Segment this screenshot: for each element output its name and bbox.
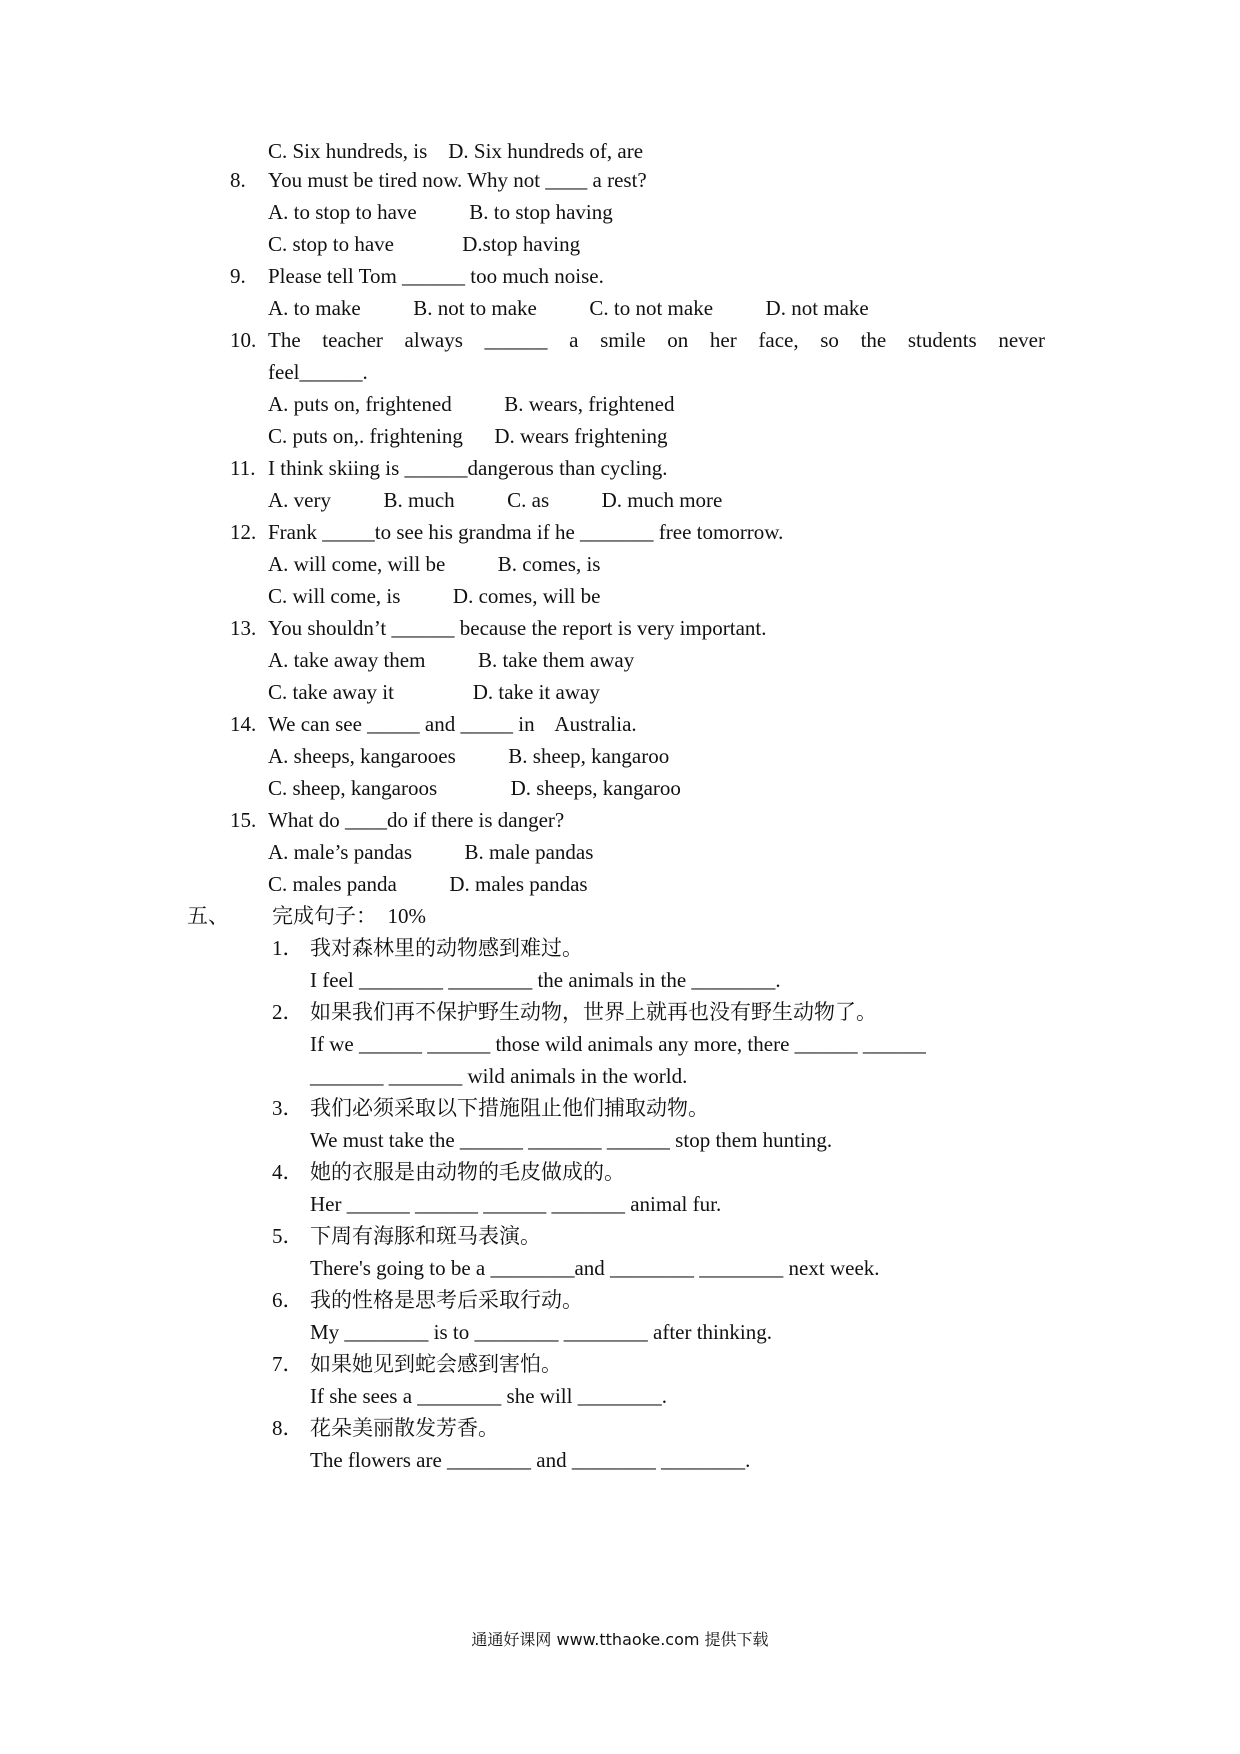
q10-text-line1: The teacher always ______ a smile on her face, so the students never xyxy=(268,328,1045,352)
s5-item5-english: There's going to be a ________and ________ ________ next week. xyxy=(310,1256,880,1280)
section-5-label: 五、 xyxy=(187,904,229,928)
s5-item2-chinese: 如果我们再不保护野生动物，世界上就再也没有野生动物了。 xyxy=(310,1000,877,1024)
q11-options: A. very B. much C. as D. much more xyxy=(268,488,723,512)
s5-item2-english: If we ______ ______ those wild animals any more, there ______ ______ xyxy=(310,1032,926,1056)
s5-item5-chinese: 下周有海豚和斑马表演。 xyxy=(310,1224,541,1248)
q11-text: I think skiing is ______dangerous than cycling. xyxy=(268,456,668,480)
s5-item4-english: Her ______ ______ ______ _______ animal fur. xyxy=(310,1192,722,1216)
q8-number: 8. xyxy=(230,168,246,192)
q7-options-cd: C. Six hundreds, is D. Six hundreds of, are xyxy=(268,139,644,163)
q9-text: Please tell Tom ______ too much noise. xyxy=(268,264,604,288)
s5-item1-number: 1． xyxy=(272,936,304,960)
q15-text: What do ____do if there is danger? xyxy=(268,808,565,832)
q8-options-cd: C. stop to have D.stop having xyxy=(268,232,581,256)
s5-item7-number: 7． xyxy=(272,1352,304,1376)
s5-item6-chinese: 我的性格是思考后采取行动。 xyxy=(310,1288,583,1312)
q8-options-ab: A. to stop to have B. to stop having xyxy=(268,200,613,224)
q13-options-cd: C. take away it D. take it away xyxy=(268,680,600,704)
q13-text: You shouldn’t ______ because the report is very important. xyxy=(268,616,767,640)
s5-item4-chinese: 她的衣服是由动物的毛皮做成的。 xyxy=(310,1160,625,1184)
q15-options-cd: C. males panda D. males pandas xyxy=(268,872,588,896)
q15-number: 15. xyxy=(230,808,257,832)
s5-item8-chinese: 花朵美丽散发芳香。 xyxy=(310,1416,499,1440)
q8-text: You must be tired now. Why not ____ a rest? xyxy=(268,168,647,192)
s5-item6-number: 6． xyxy=(272,1288,304,1312)
q10-number: 10. xyxy=(230,328,257,352)
s5-item1-english: I feel ________ ________ the animals in the ________. xyxy=(310,968,781,992)
s5-item6-english: My ________ is to ________ ________ after thinking. xyxy=(310,1320,772,1344)
s5-item2-number: 2． xyxy=(272,1000,304,1024)
s5-item3-number: 3． xyxy=(272,1096,304,1120)
s5-item3-english: We must take the ______ _______ ______ stop them hunting. xyxy=(310,1128,833,1152)
q11-number: 11. xyxy=(230,456,256,480)
q9-options: A. to make B. not to make C. to not make D. not make xyxy=(268,296,869,320)
s5-item7-chinese: 如果她见到蛇会感到害怕。 xyxy=(310,1352,562,1376)
s5-item2-english-line2: _______ _______ wild animals in the world. xyxy=(310,1064,688,1088)
q12-number: 12. xyxy=(230,520,257,544)
q10-options-ab: A. puts on, frightened B. wears, frightened xyxy=(268,392,675,416)
q12-options-ab: A. will come, will be B. comes, is xyxy=(268,552,601,576)
s5-item8-english: The flowers are ________ and ________ ________. xyxy=(310,1448,751,1472)
q14-text: We can see _____ and _____ in Australia. xyxy=(268,712,637,736)
q10-text-line2: feel______. xyxy=(268,360,368,384)
page-footer: 通通好课网 www.tthaoke.com 提供下载 xyxy=(471,1630,769,1649)
q13-number: 13. xyxy=(230,616,257,640)
s5-item5-number: 5． xyxy=(272,1224,304,1248)
section-5-title: 完成句子： 10% xyxy=(272,904,426,928)
s5-item3-chinese: 我们必须采取以下措施阻止他们捕取动物。 xyxy=(310,1096,709,1120)
q12-options-cd: C. will come, is D. comes, will be xyxy=(268,584,601,608)
q10-options-cd: C. puts on,. frightening D. wears frightening xyxy=(268,424,668,448)
q14-options-cd: C. sheep, kangaroos D. sheeps, kangaroo xyxy=(268,776,681,800)
q13-options-ab: A. take away them B. take them away xyxy=(268,648,635,672)
s5-item1-chinese: 我对森林里的动物感到难过。 xyxy=(310,936,583,960)
q15-options-ab: A. male’s pandas B. male pandas xyxy=(268,840,594,864)
s5-item8-number: 8． xyxy=(272,1416,304,1440)
s5-item7-english: If she sees a ________ she will ________. xyxy=(310,1384,667,1408)
s5-item4-number: 4． xyxy=(272,1160,304,1184)
q14-options-ab: A. sheeps, kangarooes B. sheep, kangaroo xyxy=(268,744,670,768)
q9-number: 9. xyxy=(230,264,246,288)
q12-text: Frank _____to see his grandma if he _______ free tomorrow. xyxy=(268,520,784,544)
q14-number: 14. xyxy=(230,712,257,736)
